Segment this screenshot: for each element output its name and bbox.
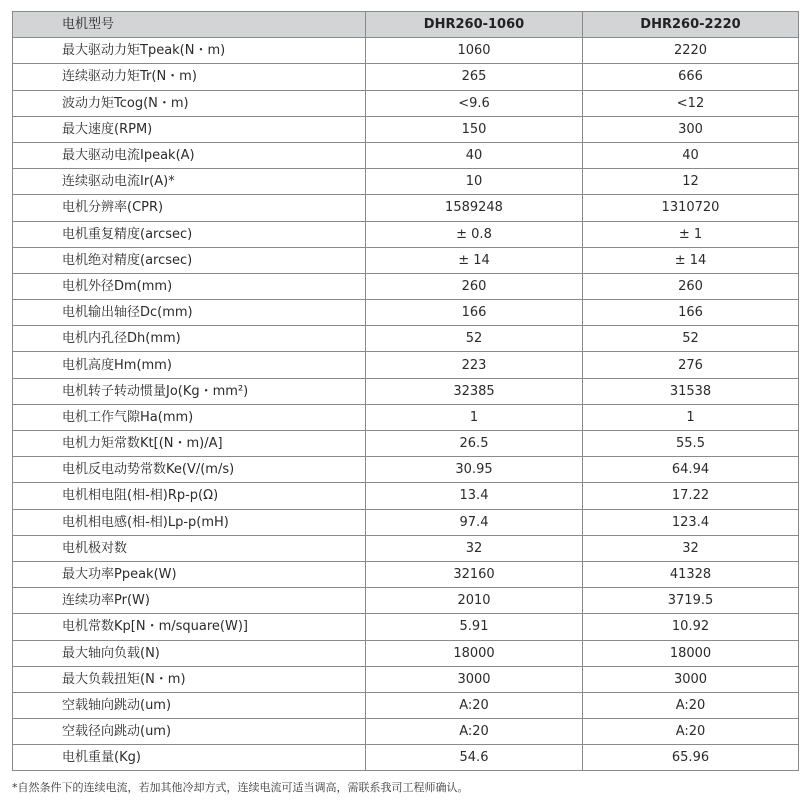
value-2220-cell: 2220 bbox=[583, 38, 799, 64]
table-row bbox=[13, 509, 799, 535]
parameter-name-cell: 电机外径Dm(mm) bbox=[13, 273, 366, 299]
value-1060-cell: 2010 bbox=[366, 588, 583, 614]
table-row bbox=[13, 169, 799, 195]
header-model-2220: DHR260-2220 bbox=[583, 12, 799, 38]
parameter-name-cell: 电机分辨率(CPR) bbox=[13, 195, 366, 221]
value-1060-cell: 3000 bbox=[366, 666, 583, 692]
value-1060-cell: 26.5 bbox=[366, 431, 583, 457]
value-1060-cell: 223 bbox=[366, 352, 583, 378]
value-1060-cell: 32160 bbox=[366, 561, 583, 587]
parameter-name-cell: 电机绝对精度(arcsec) bbox=[13, 247, 366, 273]
value-1060-cell: 10 bbox=[366, 169, 583, 195]
value-1060-cell: 260 bbox=[366, 273, 583, 299]
parameter-name-cell: 电机相电感(相-相)Lp-p(mH) bbox=[13, 509, 366, 535]
table-row bbox=[13, 64, 799, 90]
value-2220-cell: <12 bbox=[583, 90, 799, 116]
table-row bbox=[13, 431, 799, 457]
parameter-name-cell: 电机高度Hm(mm) bbox=[13, 352, 366, 378]
table-row bbox=[13, 378, 799, 404]
table-row bbox=[13, 640, 799, 666]
value-1060-cell: 150 bbox=[366, 116, 583, 142]
value-2220-cell: 166 bbox=[583, 300, 799, 326]
parameter-name-cell: 电机重复精度(arcsec) bbox=[13, 221, 366, 247]
value-2220-cell: 64.94 bbox=[583, 457, 799, 483]
value-1060-cell: 52 bbox=[366, 326, 583, 352]
parameter-name-cell: 电机反电动势常数Ke(V/(m/s) bbox=[13, 457, 366, 483]
value-2220-cell: A:20 bbox=[583, 692, 799, 718]
value-1060-cell: 40 bbox=[366, 142, 583, 168]
table-row bbox=[13, 588, 799, 614]
value-1060-cell: 32 bbox=[366, 535, 583, 561]
header-model-label: 电机型号 bbox=[13, 12, 366, 38]
table-body bbox=[13, 38, 799, 771]
value-1060-cell: ± 0.8 bbox=[366, 221, 583, 247]
table-row bbox=[13, 457, 799, 483]
parameter-name-cell: 空载径向跳动(um) bbox=[13, 719, 366, 745]
table-row bbox=[13, 745, 799, 771]
parameter-name-cell: 电机内孔径Dh(mm) bbox=[13, 326, 366, 352]
table-row bbox=[13, 719, 799, 745]
table-row bbox=[13, 666, 799, 692]
value-1060-cell: 97.4 bbox=[366, 509, 583, 535]
value-1060-cell: A:20 bbox=[366, 692, 583, 718]
value-2220-cell: 18000 bbox=[583, 640, 799, 666]
value-1060-cell: 5.91 bbox=[366, 614, 583, 640]
value-1060-cell: 54.6 bbox=[366, 745, 583, 771]
parameter-name-cell: 连续功率Pr(W) bbox=[13, 588, 366, 614]
value-2220-cell: 3719.5 bbox=[583, 588, 799, 614]
parameter-name-cell: 电机重量(Kg) bbox=[13, 745, 366, 771]
table-row bbox=[13, 352, 799, 378]
value-2220-cell: 260 bbox=[583, 273, 799, 299]
table-row bbox=[13, 300, 799, 326]
value-2220-cell: 300 bbox=[583, 116, 799, 142]
table-row bbox=[13, 90, 799, 116]
parameter-name-cell: 最大轴向负载(N) bbox=[13, 640, 366, 666]
value-1060-cell: A:20 bbox=[366, 719, 583, 745]
table-row bbox=[13, 614, 799, 640]
value-1060-cell: 166 bbox=[366, 300, 583, 326]
value-1060-cell: 30.95 bbox=[366, 457, 583, 483]
table-row bbox=[13, 326, 799, 352]
value-1060-cell: 32385 bbox=[366, 378, 583, 404]
value-2220-cell: 52 bbox=[583, 326, 799, 352]
table-row bbox=[13, 195, 799, 221]
parameter-name-cell: 空载轴向跳动(um) bbox=[13, 692, 366, 718]
parameter-name-cell: 最大驱动电流Ipeak(A) bbox=[13, 142, 366, 168]
value-2220-cell: 666 bbox=[583, 64, 799, 90]
parameter-name-cell: 电机相电阻(相-相)Rp-p(Ω) bbox=[13, 483, 366, 509]
value-1060-cell: 1589248 bbox=[366, 195, 583, 221]
header-model-1060: DHR260-1060 bbox=[366, 12, 583, 38]
value-1060-cell: 18000 bbox=[366, 640, 583, 666]
table-row bbox=[13, 142, 799, 168]
parameter-name-cell: 电机力矩常数Kt[(N・m)/A] bbox=[13, 431, 366, 457]
value-1060-cell: ± 14 bbox=[366, 247, 583, 273]
value-2220-cell: 12 bbox=[583, 169, 799, 195]
value-1060-cell: 265 bbox=[366, 64, 583, 90]
table-row bbox=[13, 404, 799, 430]
value-1060-cell: 1 bbox=[366, 404, 583, 430]
table-row bbox=[13, 221, 799, 247]
value-2220-cell: 1310720 bbox=[583, 195, 799, 221]
parameter-name-cell: 连续驱动电流Ir(A)* bbox=[13, 169, 366, 195]
value-2220-cell: 65.96 bbox=[583, 745, 799, 771]
value-2220-cell: ± 14 bbox=[583, 247, 799, 273]
value-2220-cell: 3000 bbox=[583, 666, 799, 692]
parameter-name-cell: 电机常数Kp[N・m/square(W)] bbox=[13, 614, 366, 640]
spec-table bbox=[12, 11, 799, 771]
table-row bbox=[13, 535, 799, 561]
value-2220-cell: 276 bbox=[583, 352, 799, 378]
value-2220-cell: 1 bbox=[583, 404, 799, 430]
parameter-name-cell: 电机工作气隙Ha(mm) bbox=[13, 404, 366, 430]
parameter-name-cell: 最大负载扭矩(N・m) bbox=[13, 666, 366, 692]
footnote: *自然条件下的连续电流，若加其他冷却方式，连续电流可适当调高，需联系我司工程师确认。 bbox=[12, 781, 469, 794]
table-row bbox=[13, 116, 799, 142]
parameter-name-cell: 波动力矩Tcog(N・m) bbox=[13, 90, 366, 116]
value-1060-cell: <9.6 bbox=[366, 90, 583, 116]
value-2220-cell: A:20 bbox=[583, 719, 799, 745]
parameter-name-cell: 最大功率Ppeak(W) bbox=[13, 561, 366, 587]
parameter-name-cell: 最大速度(RPM) bbox=[13, 116, 366, 142]
parameter-name-cell: 电机极对数 bbox=[13, 535, 366, 561]
table-row bbox=[13, 38, 799, 64]
value-2220-cell: 123.4 bbox=[583, 509, 799, 535]
table-row bbox=[13, 692, 799, 718]
table-row bbox=[13, 561, 799, 587]
value-2220-cell: 40 bbox=[583, 142, 799, 168]
table-header-row bbox=[13, 12, 799, 38]
table-row bbox=[13, 483, 799, 509]
value-2220-cell: ± 1 bbox=[583, 221, 799, 247]
value-2220-cell: 17.22 bbox=[583, 483, 799, 509]
value-2220-cell: 31538 bbox=[583, 378, 799, 404]
parameter-name-cell: 连续驱动力矩Tr(N・m) bbox=[13, 64, 366, 90]
parameter-name-cell: 电机转子转动惯量Jo(Kg・mm²) bbox=[13, 378, 366, 404]
value-1060-cell: 13.4 bbox=[366, 483, 583, 509]
value-2220-cell: 55.5 bbox=[583, 431, 799, 457]
table-row bbox=[13, 273, 799, 299]
parameter-name-cell: 电机输出轴径Dc(mm) bbox=[13, 300, 366, 326]
value-2220-cell: 41328 bbox=[583, 561, 799, 587]
table-row bbox=[13, 247, 799, 273]
value-2220-cell: 32 bbox=[583, 535, 799, 561]
value-1060-cell: 1060 bbox=[366, 38, 583, 64]
value-2220-cell: 10.92 bbox=[583, 614, 799, 640]
parameter-name-cell: 最大驱动力矩Tpeak(N・m) bbox=[13, 38, 366, 64]
